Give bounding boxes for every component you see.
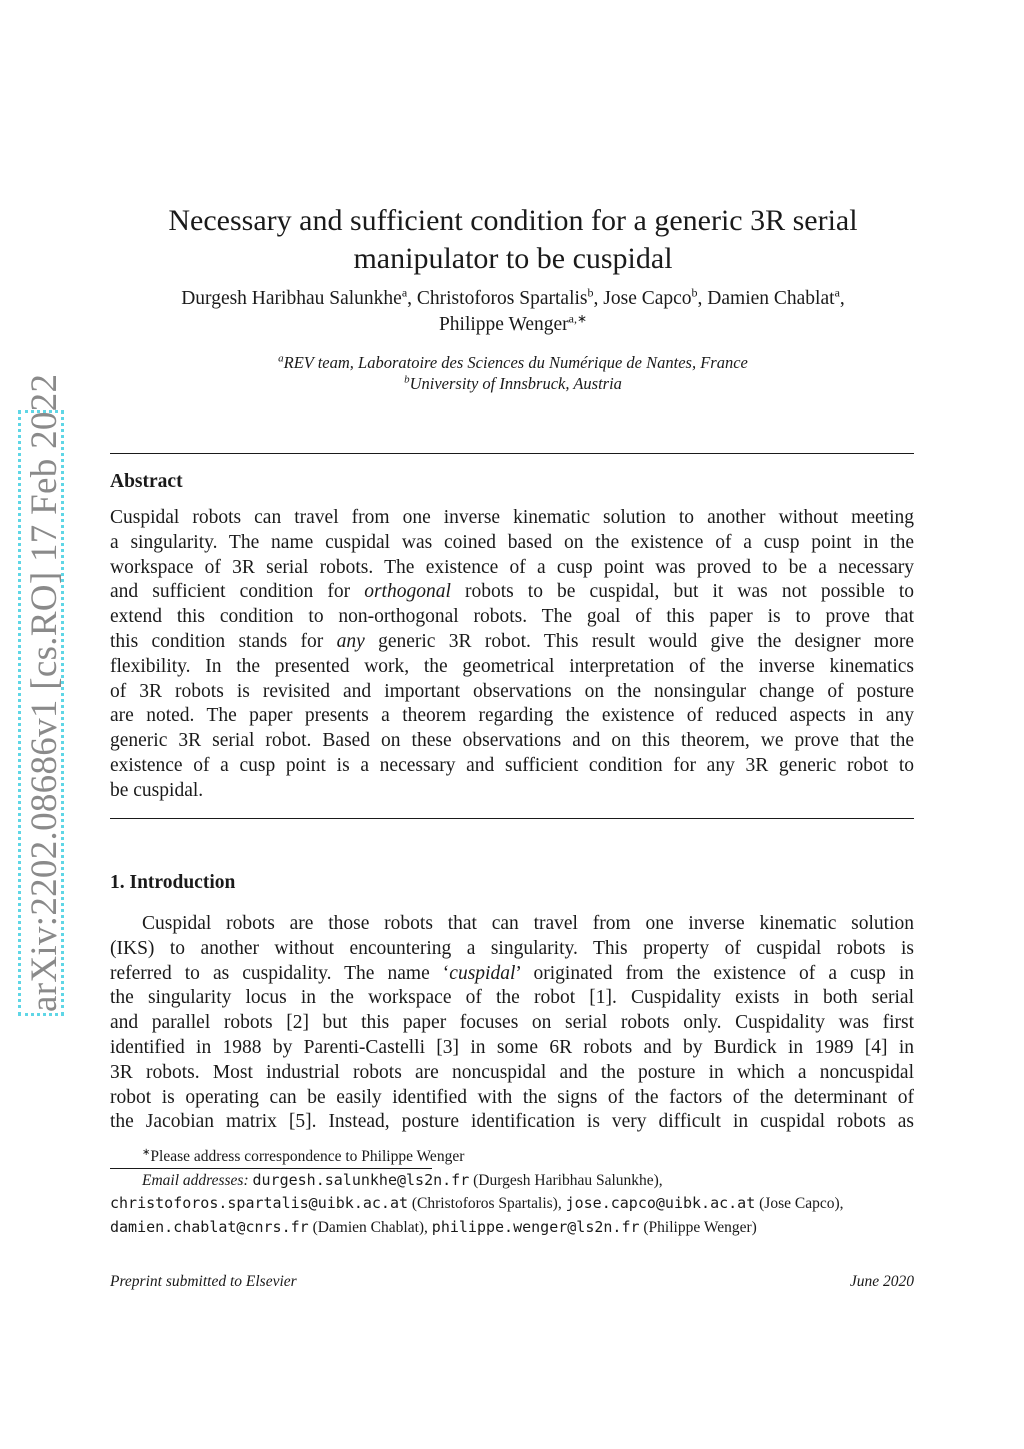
affiliation-sup: b bbox=[404, 373, 410, 386]
footnote-correspondence bbox=[110, 1146, 914, 1169]
affiliation-text: REV team, Laboratoire des Sciences du Numérique de Nantes, France bbox=[283, 353, 748, 372]
abstract-line: a singularity. The name cuspidal was coined based on the existence of a cusp point in the bbox=[110, 531, 914, 553]
footnotes bbox=[110, 1146, 914, 1239]
email-link[interactable]: damien.chablat@cnrs.fr bbox=[110, 1217, 309, 1236]
email-owner: (Damien Chablat), bbox=[312, 1218, 428, 1236]
email-label: Email addresses: bbox=[142, 1171, 249, 1189]
email-link[interactable]: durgesh.salunkhe@ls2n.fr bbox=[252, 1170, 470, 1189]
abstract-body bbox=[110, 506, 914, 804]
intro-line: Cuspidal robots are those robots that can travel from one inverse kinematic solution bbox=[142, 913, 914, 934]
intro-emph: cuspidal bbox=[449, 962, 516, 984]
email-link[interactable]: philippe.wenger@ls2n.fr bbox=[431, 1217, 640, 1236]
intro-text: ’ originated from the existence of a cusp in bbox=[515, 962, 915, 984]
abstract-line: existence of a cusp point is a necessary and sufficient condition for any 3R generic robot to bbox=[110, 754, 914, 776]
footnote-emails-line bbox=[110, 1169, 914, 1193]
abstract-top-rule bbox=[110, 453, 914, 454]
footer-preprint: Preprint submitted to Elsevier bbox=[110, 1273, 297, 1290]
affiliation-text: University of Innsbruck, Austria bbox=[409, 374, 622, 393]
footer-date: June 2020 bbox=[849, 1273, 914, 1290]
abstract-text: and sufficient condition for bbox=[110, 581, 365, 603]
author-sup: a bbox=[834, 285, 840, 300]
footnote-emails-line bbox=[110, 1216, 914, 1240]
author-name: Jose Capco bbox=[603, 288, 692, 309]
abstract-line: of 3R robots is revisited and important observations on the nonsingular change of posture bbox=[110, 680, 914, 702]
email-owner: (Philippe Wenger) bbox=[643, 1218, 757, 1236]
author-sup: a,∗ bbox=[568, 311, 588, 326]
footnote-emails-line bbox=[110, 1192, 914, 1216]
email-link[interactable]: jose.capco@uibk.ac.at bbox=[565, 1194, 756, 1212]
intro-line: the Jacobian matrix [5]. Instead, posture identification is very difficult in cuspidal robots as bbox=[110, 1111, 914, 1133]
intro-line: the singularity locus in the workspace of the robot [1]. Cuspidality exists in both serial bbox=[110, 987, 914, 1009]
abstract-line: workspace of 3R serial robots. The existence of a cusp point was proved to be a necessary bbox=[110, 556, 914, 578]
abstract-bottom-rule bbox=[110, 818, 914, 819]
author-list: Durgesh Haribhau Salunkhe$^a$, Christoforos Spartalis$^b$, Jose Capco$^b$, Damien Chablat$^a$, Philippe Wenger$^{a,∗}$ bbox=[181, 285, 845, 335]
intro-line: and parallel robots [2] but this paper focuses on serial robots only. Cuspidality was first bbox=[110, 1012, 914, 1034]
abstract-line: be cuspidal. bbox=[110, 779, 204, 801]
intro-line: (IKS) to another without encountering a singularity. This property of cuspidal robots is bbox=[110, 937, 914, 959]
footnote-mark: ∗ bbox=[142, 1146, 151, 1158]
author-sup: b bbox=[587, 285, 594, 300]
abstract-line: extend this condition to non-orthogonal robots. The goal of this paper is to prove that bbox=[110, 606, 914, 628]
abstract-line: Cuspidal robots can travel from one inverse kinematic solution to another without meeting bbox=[110, 507, 914, 528]
author-name: Durgesh Haribhau Salunkhe bbox=[181, 288, 402, 309]
email-owner: (Durgesh Haribhau Salunkhe), bbox=[473, 1171, 663, 1189]
paper-title bbox=[112, 202, 914, 278]
author-name: Christoforos Spartalis bbox=[416, 288, 588, 309]
affiliations bbox=[112, 352, 914, 394]
arxiv-stamp[interactable]: arXiv:2202.08686v1 [cs.RO] 17 Feb 2022 bbox=[24, 373, 65, 1012]
abstract-line: flexibility. In the presented work, the geometrical interpretation of the inverse kinematics bbox=[110, 655, 914, 677]
intro-line bbox=[110, 962, 914, 987]
abstract-emph: any bbox=[336, 630, 365, 652]
intro-body bbox=[110, 912, 914, 1135]
abstract-emph: orthogonal bbox=[364, 581, 451, 603]
email-owner: (Jose Capco), bbox=[759, 1195, 844, 1212]
intro-line: identified in 1988 by Parenti-Castelli [3] in some 6R robots and by Burdick in 1989 [4] in bbox=[110, 1036, 914, 1058]
abstract-line: are noted. The paper presents a theorem regarding the existence of reduced aspects in any bbox=[110, 705, 914, 727]
abstract-line bbox=[110, 580, 914, 605]
email-link[interactable]: christoforos.spartalis@uibk.ac.at bbox=[110, 1194, 409, 1212]
abstract-text: generic 3R robot. This result would give the designer more bbox=[364, 630, 914, 652]
intro-text: referred to as cuspidality. The name ‘ bbox=[110, 962, 450, 984]
author-sup: a bbox=[401, 285, 408, 300]
title-line-2: manipulator to be cuspidal bbox=[353, 242, 673, 276]
section-heading: 1. Introduction bbox=[110, 872, 236, 893]
abstract-heading: Abstract bbox=[110, 471, 183, 492]
abstract-text: this condition stands for bbox=[110, 630, 337, 652]
abstract-text: robots to be cuspidal, but it was not possible to bbox=[450, 581, 914, 603]
intro-line: 3R robots. Most industrial robots are noncuspidal and the posture in which a noncuspidal bbox=[110, 1061, 914, 1083]
intro-line: robot is operating can be easily identified with the signs of the factors of the determinant of bbox=[110, 1086, 914, 1108]
abstract-line: generic 3R serial robot. Based on these observations and on this theorem, we prove that the bbox=[110, 730, 914, 752]
footnote-text: Please address correspondence to Philippe Wenger bbox=[150, 1148, 465, 1165]
abstract-line bbox=[110, 630, 914, 655]
email-owner: (Christoforos Spartalis), bbox=[411, 1195, 562, 1212]
author-name: Philippe Wenger bbox=[438, 314, 569, 335]
affiliation-sup: a bbox=[278, 352, 284, 365]
author-name: Damien Chablat bbox=[707, 288, 835, 309]
title-line-1: Necessary and sufficient condition for a generic 3R serial bbox=[168, 204, 858, 238]
author-sup: b bbox=[691, 285, 698, 300]
